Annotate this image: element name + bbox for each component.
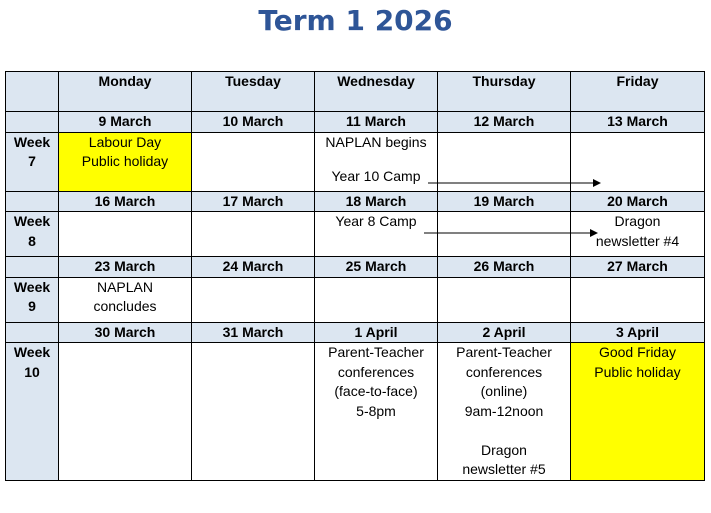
term-calendar — [5, 71, 705, 481]
week-row-7 — [6, 132, 705, 191]
date-row-corner — [6, 257, 59, 278]
event-cell — [315, 343, 438, 481]
event-text: Labour Day — [88, 133, 162, 150]
event-text: Public holiday — [81, 153, 169, 169]
date-cell: 23 March — [59, 257, 192, 278]
date-cell: 25 March — [315, 257, 438, 278]
event-cell — [438, 343, 571, 481]
day-header-row — [6, 72, 705, 112]
event-cell-empty — [438, 277, 571, 322]
event-cell-empty — [59, 212, 192, 257]
spacer — [438, 421, 570, 441]
event-cell-empty — [438, 212, 571, 257]
date-row-week-7 — [6, 112, 705, 133]
event-text: (face-to-face) — [334, 383, 418, 399]
day-header-monday: Monday — [59, 72, 192, 112]
event-cell-holiday — [571, 343, 705, 481]
event-text: (online) — [480, 383, 528, 399]
event-text: Parent-Teacher — [328, 344, 424, 360]
date-row-week-10 — [6, 322, 705, 343]
event-text: 9am-12noon — [464, 402, 544, 419]
event-text: Good Friday — [598, 344, 677, 360]
week-label — [6, 343, 59, 481]
event-text: NAPLAN begins — [325, 133, 427, 150]
event-cell — [571, 212, 705, 257]
event-text: Public holiday — [594, 363, 681, 380]
event-text: Dragon — [481, 441, 527, 458]
event-cell — [315, 132, 438, 191]
event-cell-empty — [438, 132, 571, 191]
event-text: conferences — [337, 363, 415, 380]
date-cell: 12 March — [438, 112, 571, 133]
event-text: newsletter #4 — [595, 232, 680, 249]
date-cell: 3 April — [571, 322, 705, 343]
date-row-corner — [6, 112, 59, 133]
week-label — [6, 212, 59, 257]
date-cell: 16 March — [59, 191, 192, 212]
event-text: conferences — [465, 363, 543, 380]
day-header-wednesday: Wednesday — [315, 72, 438, 112]
corner-cell — [6, 72, 59, 112]
date-cell: 19 March — [438, 191, 571, 212]
date-row-corner — [6, 191, 59, 212]
date-cell: 26 March — [438, 257, 571, 278]
date-cell: 1 April — [315, 322, 438, 343]
day-header-friday: Friday — [571, 72, 705, 112]
camp-label: Year 10 Camp — [331, 167, 421, 184]
event-text: newsletter #5 — [462, 461, 546, 477]
week-label-word: Week — [13, 213, 51, 229]
event-cell-empty — [571, 132, 705, 191]
date-cell: 20 March — [571, 191, 705, 212]
event-text: Parent-Teacher — [456, 344, 552, 360]
date-cell: 13 March — [571, 112, 705, 133]
date-cell: 17 March — [192, 191, 315, 212]
event-cell-empty — [192, 343, 315, 481]
event-cell-empty — [571, 277, 705, 322]
camp-label: Year 8 Camp — [335, 213, 417, 229]
event-cell-empty — [192, 212, 315, 257]
week-label-number: 8 — [28, 232, 36, 249]
event-cell-empty — [59, 343, 192, 481]
week-label-number: 9 — [28, 298, 36, 314]
week-label-word: Week — [13, 344, 51, 360]
week-label-number: 10 — [24, 363, 40, 380]
day-header-tuesday: Tuesday — [192, 72, 315, 112]
week-label-word: Week — [13, 278, 51, 295]
event-cell-empty — [315, 277, 438, 322]
date-cell: 10 March — [192, 112, 315, 133]
event-cell — [59, 277, 192, 322]
week-label-word: Week — [13, 133, 51, 150]
date-cell: 2 April — [438, 322, 571, 343]
event-cell-empty — [192, 277, 315, 322]
week-row-8 — [6, 212, 705, 257]
date-cell: 24 March — [192, 257, 315, 278]
date-cell: 11 March — [315, 112, 438, 133]
date-cell: 31 March — [192, 322, 315, 343]
event-text: 5-8pm — [356, 402, 396, 419]
date-row-week-9 — [6, 257, 705, 278]
date-cell: 30 March — [59, 322, 192, 343]
event-text: Dragon — [614, 213, 661, 229]
week-label — [6, 277, 59, 322]
date-cell: 18 March — [315, 191, 438, 212]
date-row-week-8 — [6, 191, 705, 212]
date-row-corner — [6, 322, 59, 343]
week-row-9 — [6, 277, 705, 322]
event-cell-empty — [192, 132, 315, 191]
event-text: NAPLAN — [96, 278, 154, 295]
event-cell — [315, 212, 438, 257]
page-title: Term 1 2026 — [258, 4, 453, 37]
date-cell: 9 March — [59, 112, 192, 133]
week-row-10 — [6, 343, 705, 481]
week-label-number: 7 — [28, 153, 36, 169]
day-header-thursday: Thursday — [438, 72, 571, 112]
week-label — [6, 132, 59, 191]
event-text: concludes — [93, 298, 157, 314]
event-cell-holiday — [59, 132, 192, 191]
date-cell: 27 March — [571, 257, 705, 278]
